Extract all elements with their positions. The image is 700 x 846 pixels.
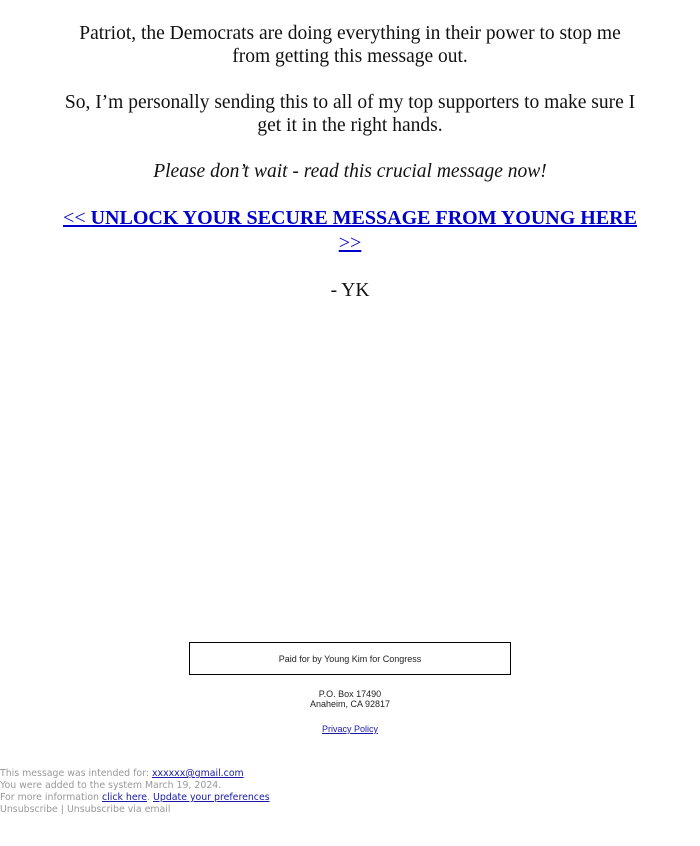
privacy-policy-link[interactable]: Privacy Policy	[321, 724, 378, 734]
more-info-prefix: For more information	[0, 792, 102, 803]
intended-prefix: This message was intended for:	[0, 768, 152, 779]
address-line-2: Anaheim, CA 92817	[309, 699, 391, 709]
urgent-line: Please don’t wait - read this crucial message now!	[153, 161, 547, 182]
paid-for-text: Paid for by Young Kim for Congress	[278, 653, 422, 664]
mailing-address	[189, 689, 511, 709]
click-here-link[interactable]: click here	[101, 792, 148, 803]
paid-for-box	[189, 642, 511, 675]
cta-suffix: >>	[338, 232, 362, 254]
more-info-line	[0, 792, 270, 804]
unsubscribe-line	[0, 804, 270, 816]
paragraph-democrats: Patriot, the Democrats are doing everything in their power to stop me from getting this message out.	[79, 23, 621, 67]
email-body	[60, 22, 640, 325]
cta-label: UNLOCK YOUR SECURE MESSAGE FROM YOUNG HERE	[90, 207, 637, 229]
cta-wrapper	[60, 206, 640, 256]
unlock-message-link[interactable]	[63, 207, 637, 254]
unsubscribe-email-link[interactable]: Unsubscribe via email	[66, 804, 171, 815]
added-date-line: You were added to the system March 19, 2024.	[0, 780, 222, 791]
pipe-separator: |	[57, 804, 67, 815]
privacy-policy-container	[189, 724, 511, 734]
email-footer	[0, 768, 270, 816]
recipient-email-link[interactable]: xxxxxx@gmail.com	[151, 768, 244, 779]
separator-dot: .	[147, 792, 154, 803]
cta-prefix: <<	[63, 207, 91, 229]
address-line-1: P.O. Box 17490	[318, 689, 382, 699]
update-preferences-link[interactable]: Update your preferences	[153, 792, 270, 803]
signature: - YK	[330, 280, 370, 301]
intended-for-line	[0, 768, 270, 780]
unsubscribe-link[interactable]: Unsubscribe	[0, 804, 58, 815]
paragraph-supporters: So, I’m personally sending this to all of my top supporters to make sure I get it in the right hands.	[64, 92, 636, 136]
